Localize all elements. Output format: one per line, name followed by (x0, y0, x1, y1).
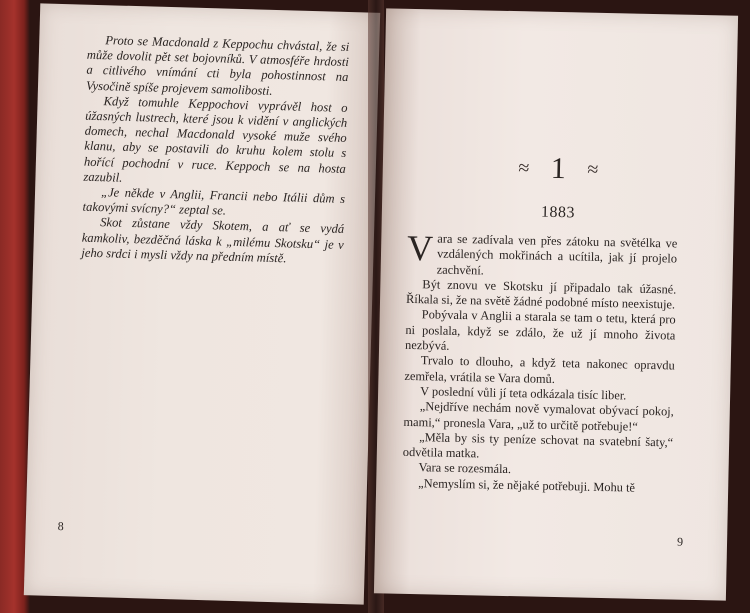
left-page-text (81, 33, 349, 268)
right-paragraph: V poslední vůli jí teta odkázala tisíc liber. (420, 384, 627, 403)
left-page-number: 8 (57, 519, 64, 534)
chapter-year: 1883 (540, 203, 576, 222)
right-paragraph: Trvalo to dlouho, a když teta nakonec opravdu zemřela, vrátila se Vara domů. (404, 353, 675, 386)
right-paragraph: „Nejdříve nechám nově vymalovat obývací pokoj, mami,“ pronesla Vara, „už to určitě potřebuje!“ (403, 399, 674, 434)
left-page (24, 3, 380, 604)
ornament-right-icon: ≈ (587, 158, 600, 181)
chapter-number: 1 (550, 151, 568, 186)
right-page-text (402, 227, 678, 497)
first-paragraph-text: ara se zadívala ven přes zátoku na světélka ve vzdálených mokřinách a ucítila, jak jí projelo zachvění. (436, 231, 678, 278)
first-paragraph (406, 227, 678, 283)
right-paragraph: Vara se rozesmála. (418, 460, 512, 477)
right-paragraph: Být znovu ve Skotsku jí připadalo tak úžasné. Říkala si, že na světě žádné podobné místo neexistuje. (405, 277, 677, 312)
right-paragraph: Pobývala v Anglii a starala se tam o tetu, která pro ni poslala, když se zdálo, že už jí mnoho života nezbývá. (404, 307, 676, 353)
left-paragraph: Skot zůstane vždy Skotem, a ať se vydá kamkoliv, bezděčná láska k „milému Skotsku“ je v jeho srdci i mysli vždy na předním místě. (81, 215, 345, 266)
right-paragraph: „Měla by sis ty peníze schovat na svatební šaty,“ odvětila matka. (402, 430, 674, 461)
left-paragraph: Proto se Macdonald z Keppochu chvástal, že si může dovolit pět set bojovníků. V atmosféře hrdosti a citlivého vnímání cti byla pohostinnost na Vysočině spíše projevem samolibosti. (85, 33, 350, 98)
chapter-heading (383, 146, 736, 189)
left-paragraph: Když tomuhle Keppochovi vyprávěl host o úžasných lustrech, které jsou k vidění v anglických domech, nechal Macdonald vysoké muže svého klanu, aby se postavili do kruhu kolem stolu s hořící pochodní v ruce. Keppoch se na hosta zazubil. (83, 93, 348, 185)
right-page (374, 8, 738, 600)
left-paragraph: „Je někde v Anglii, Francii nebo Itálii dům s takovými svícny?“ zeptal se. (82, 185, 346, 218)
right-paragraph: „Nemyslím si, že nějaké potřebuji. Mohu tě (418, 475, 636, 495)
drop-cap: V (406, 227, 434, 269)
ornament-left-icon: ≈ (518, 156, 531, 180)
right-page-number: 9 (676, 534, 684, 549)
